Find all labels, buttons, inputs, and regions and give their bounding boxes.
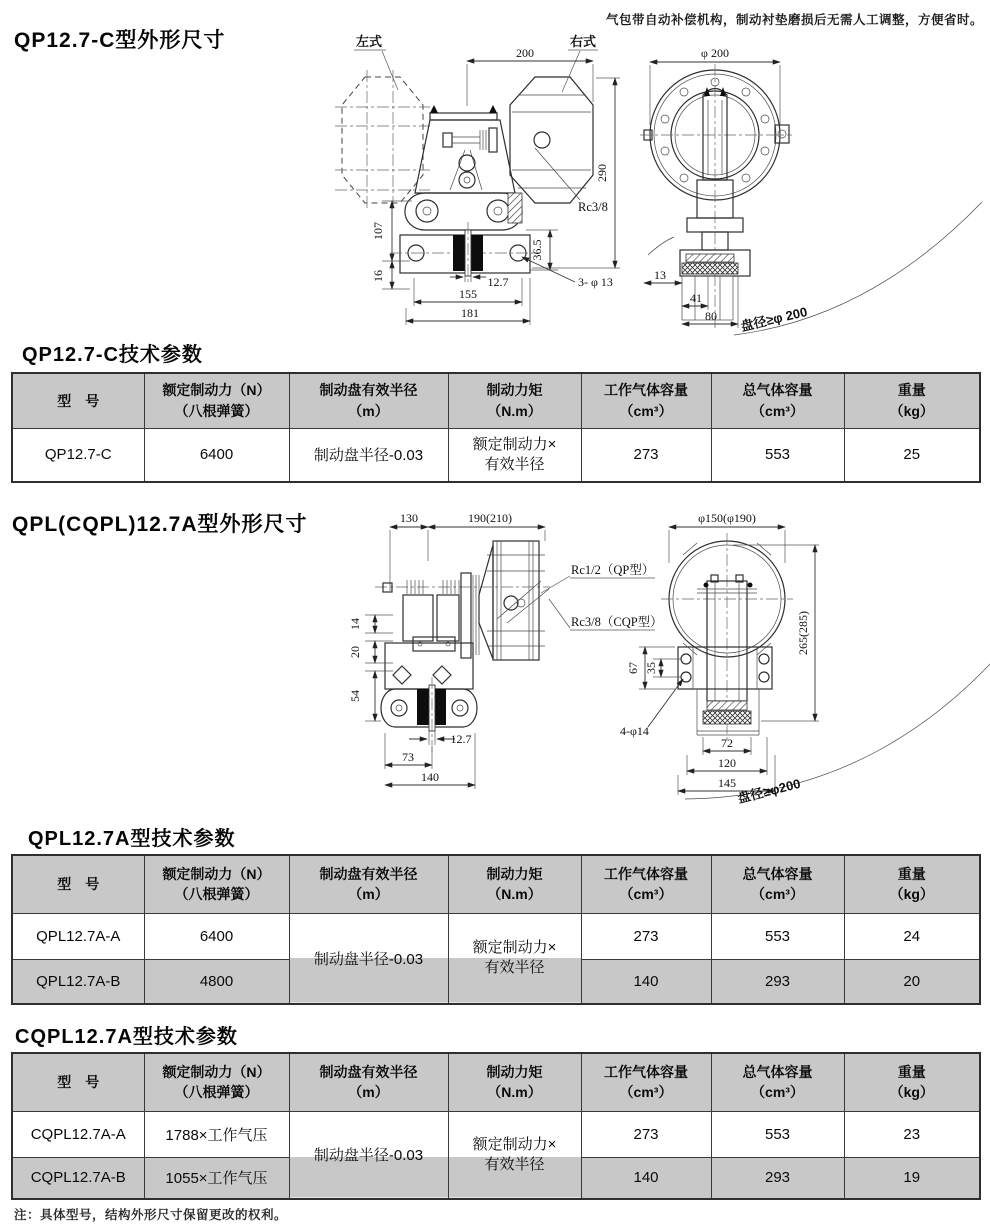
cell-radius: 制动盘半径-0.03 — [289, 428, 448, 482]
fig2-thread-qp: Rc1/2（QP型） — [571, 563, 655, 577]
fig2-dim-67: 67 — [626, 662, 640, 674]
col-model: 型 号 — [12, 373, 144, 428]
cell-weight: 23 — [844, 1111, 980, 1157]
col-force: 额定制动力（N） （八根弹簧） — [144, 1053, 289, 1111]
col-weight: 重量 （kg） — [844, 855, 980, 913]
cell-total-vol: 553 — [711, 428, 844, 482]
qp127c-spec-table — [11, 372, 981, 483]
col-total-vol: 总气体容量 （cm³） — [711, 1053, 844, 1111]
cell-force: 4800 — [144, 959, 289, 1004]
fig2-dim-145: 145 — [718, 776, 736, 790]
cell-force: 6400 — [144, 428, 289, 482]
fig2-flange-dia: φ150(φ190) — [698, 511, 756, 525]
col-force: 额定制动力（N） （八根弹簧） — [144, 373, 289, 428]
fig2-right-dimensions — [620, 545, 990, 806]
cell-work-vol: 273 — [581, 1111, 711, 1157]
fig1-disc-note: 盘径≥φ 200 — [739, 304, 809, 334]
fig2-thread-callouts — [541, 562, 663, 630]
fig2-title: QPL(CQPL)12.7A型外形尺寸 — [12, 513, 308, 536]
fig2-dim-20: 20 — [348, 646, 362, 658]
cell-weight: 24 — [844, 913, 980, 959]
fig1-dim-107: 107 — [371, 222, 385, 240]
col-model: 型 号 — [12, 1053, 144, 1111]
fig1-holes-label: 3- φ 13 — [578, 275, 613, 289]
col-radius: 制动盘有效半径 （m） — [289, 855, 448, 913]
col-model: 型 号 — [12, 855, 144, 913]
col-total-vol: 总气体容量 （cm³） — [711, 855, 844, 913]
cell-force: 1055×工作气压 — [144, 1157, 289, 1199]
top-note: 气包带自动补偿机构，制动衬垫磨损后无需人工调整，方便省时。 — [605, 13, 983, 27]
fig1-dim-80: 80 — [705, 309, 717, 323]
fig2-dim-140: 140 — [421, 770, 439, 784]
col-torque: 制动力矩 （N.m） — [448, 1053, 581, 1111]
col-total-vol: 总气体容量 （cm³） — [711, 373, 844, 428]
fig2-dim-190: 190(210) — [468, 511, 512, 525]
cell-torque-merged: 额定制动力× 有效半径 — [448, 1111, 581, 1199]
col-work-vol: 工作气体容量 （cm³） — [581, 373, 711, 428]
col-radius: 制动盘有效半径 （m） — [289, 373, 448, 428]
cell-work-vol: 273 — [581, 428, 711, 482]
fig1-dim-36-5: 36.5 — [530, 239, 544, 261]
cell-radius-merged: 制动盘半径-0.03 — [289, 1111, 448, 1199]
fig1-dim-290: 290 — [595, 164, 609, 182]
fig1-right-disc — [510, 77, 593, 203]
table3-title: CQPL12.7A型技术参数 — [15, 1026, 238, 1048]
fig1-dim-41: 41 — [690, 291, 702, 305]
fig1-right-style-label: 右式 — [569, 34, 597, 49]
cell-work-vol: 273 — [581, 913, 711, 959]
fig2-disc-note: 盘径≥φ200 — [736, 775, 802, 806]
fig2-dim-35: 35 — [644, 662, 658, 674]
fig2-dim-73: 73 — [402, 750, 414, 764]
fig1-left-style-label: 左式 — [355, 34, 383, 49]
cell-total-vol: 293 — [711, 959, 844, 1004]
fig1-dimensions — [371, 46, 620, 325]
col-weight: 重量 （kg） — [844, 373, 980, 428]
fig1-dim-181: 181 — [461, 306, 479, 320]
bottom-note: 注：具体型号，结构外形尺寸保留更改的权利。 — [14, 1208, 288, 1222]
fig1-title: QP12.7-C型外形尺寸 — [14, 29, 226, 52]
cell-work-vol: 140 — [581, 1157, 711, 1199]
fig1-dim-13: 13 — [654, 268, 666, 282]
fig2-dim-265: 265(285) — [796, 611, 810, 655]
col-work-vol: 工作气体容量 （cm³） — [581, 855, 711, 913]
cell-model: CQPL12.7A-A — [12, 1111, 144, 1157]
fig1-dim-155: 155 — [459, 287, 477, 301]
cell-torque-merged: 额定制动力× 有效半径 — [448, 913, 581, 1004]
cell-torque: 额定制动力× 有效半径 — [448, 428, 581, 482]
fig1-drawing — [330, 30, 990, 342]
col-weight: 重量 （kg） — [844, 1053, 980, 1111]
col-force: 额定制动力（N） （八根弹簧） — [144, 855, 289, 913]
fig2-dim-14: 14 — [348, 618, 362, 630]
fig2-dim-120: 120 — [718, 756, 736, 770]
col-work-vol: 工作气体容量 （cm³） — [581, 1053, 711, 1111]
cell-force: 1788×工作气压 — [144, 1111, 289, 1157]
col-torque: 制动力矩 （N.m） — [448, 373, 581, 428]
fig1-dim-12-7: 12.7 — [487, 275, 509, 289]
fig2-dim-72: 72 — [721, 736, 733, 750]
fig2-thread-cqp: Rc3/8（CQP型） — [571, 615, 663, 629]
col-torque: 制动力矩 （N.m） — [448, 855, 581, 913]
table1-title: QP12.7-C技术参数 — [22, 344, 203, 366]
cell-weight: 20 — [844, 959, 980, 1004]
fig2-drawing — [345, 503, 990, 815]
fig2-dim-54: 54 — [348, 690, 362, 702]
cell-total-vol: 553 — [711, 1111, 844, 1157]
fig2-dim-12-7: 12.7 — [450, 732, 472, 746]
fig1-dim-200: 200 — [516, 46, 534, 60]
cell-work-vol: 140 — [581, 959, 711, 1004]
table2-title: QPL12.7A型技术参数 — [28, 828, 236, 850]
cell-total-vol: 553 — [711, 913, 844, 959]
cqpl127a-spec-table — [11, 1052, 981, 1200]
col-radius: 制动盘有效半径 （m） — [289, 1053, 448, 1111]
cell-force: 6400 — [144, 913, 289, 959]
fig1-dim-16: 16 — [371, 270, 385, 282]
cell-total-vol: 293 — [711, 1157, 844, 1199]
cell-weight: 25 — [844, 428, 980, 482]
cell-model: QPL12.7A-B — [12, 959, 144, 1004]
fig1-side-view — [640, 46, 982, 335]
qpl127a-spec-table — [11, 854, 981, 1005]
fig1-caliper-body — [390, 105, 540, 282]
cell-model: QPL12.7A-A — [12, 913, 144, 959]
fig2-dim-130: 130 — [400, 511, 418, 525]
cell-model: QP12.7-C — [12, 428, 144, 482]
cell-weight: 19 — [844, 1157, 980, 1199]
fig2-left-view — [375, 511, 550, 753]
fig2-holes-label: 4-φ14 — [620, 724, 649, 738]
fig1-flange-dia: φ 200 — [701, 46, 729, 60]
cell-radius-merged: 制动盘半径-0.03 — [289, 913, 448, 1004]
cell-model: CQPL12.7A-B — [12, 1157, 144, 1199]
fig1-thread-label: Rc3/8 — [578, 200, 608, 214]
fig2-right-view — [661, 511, 793, 743]
